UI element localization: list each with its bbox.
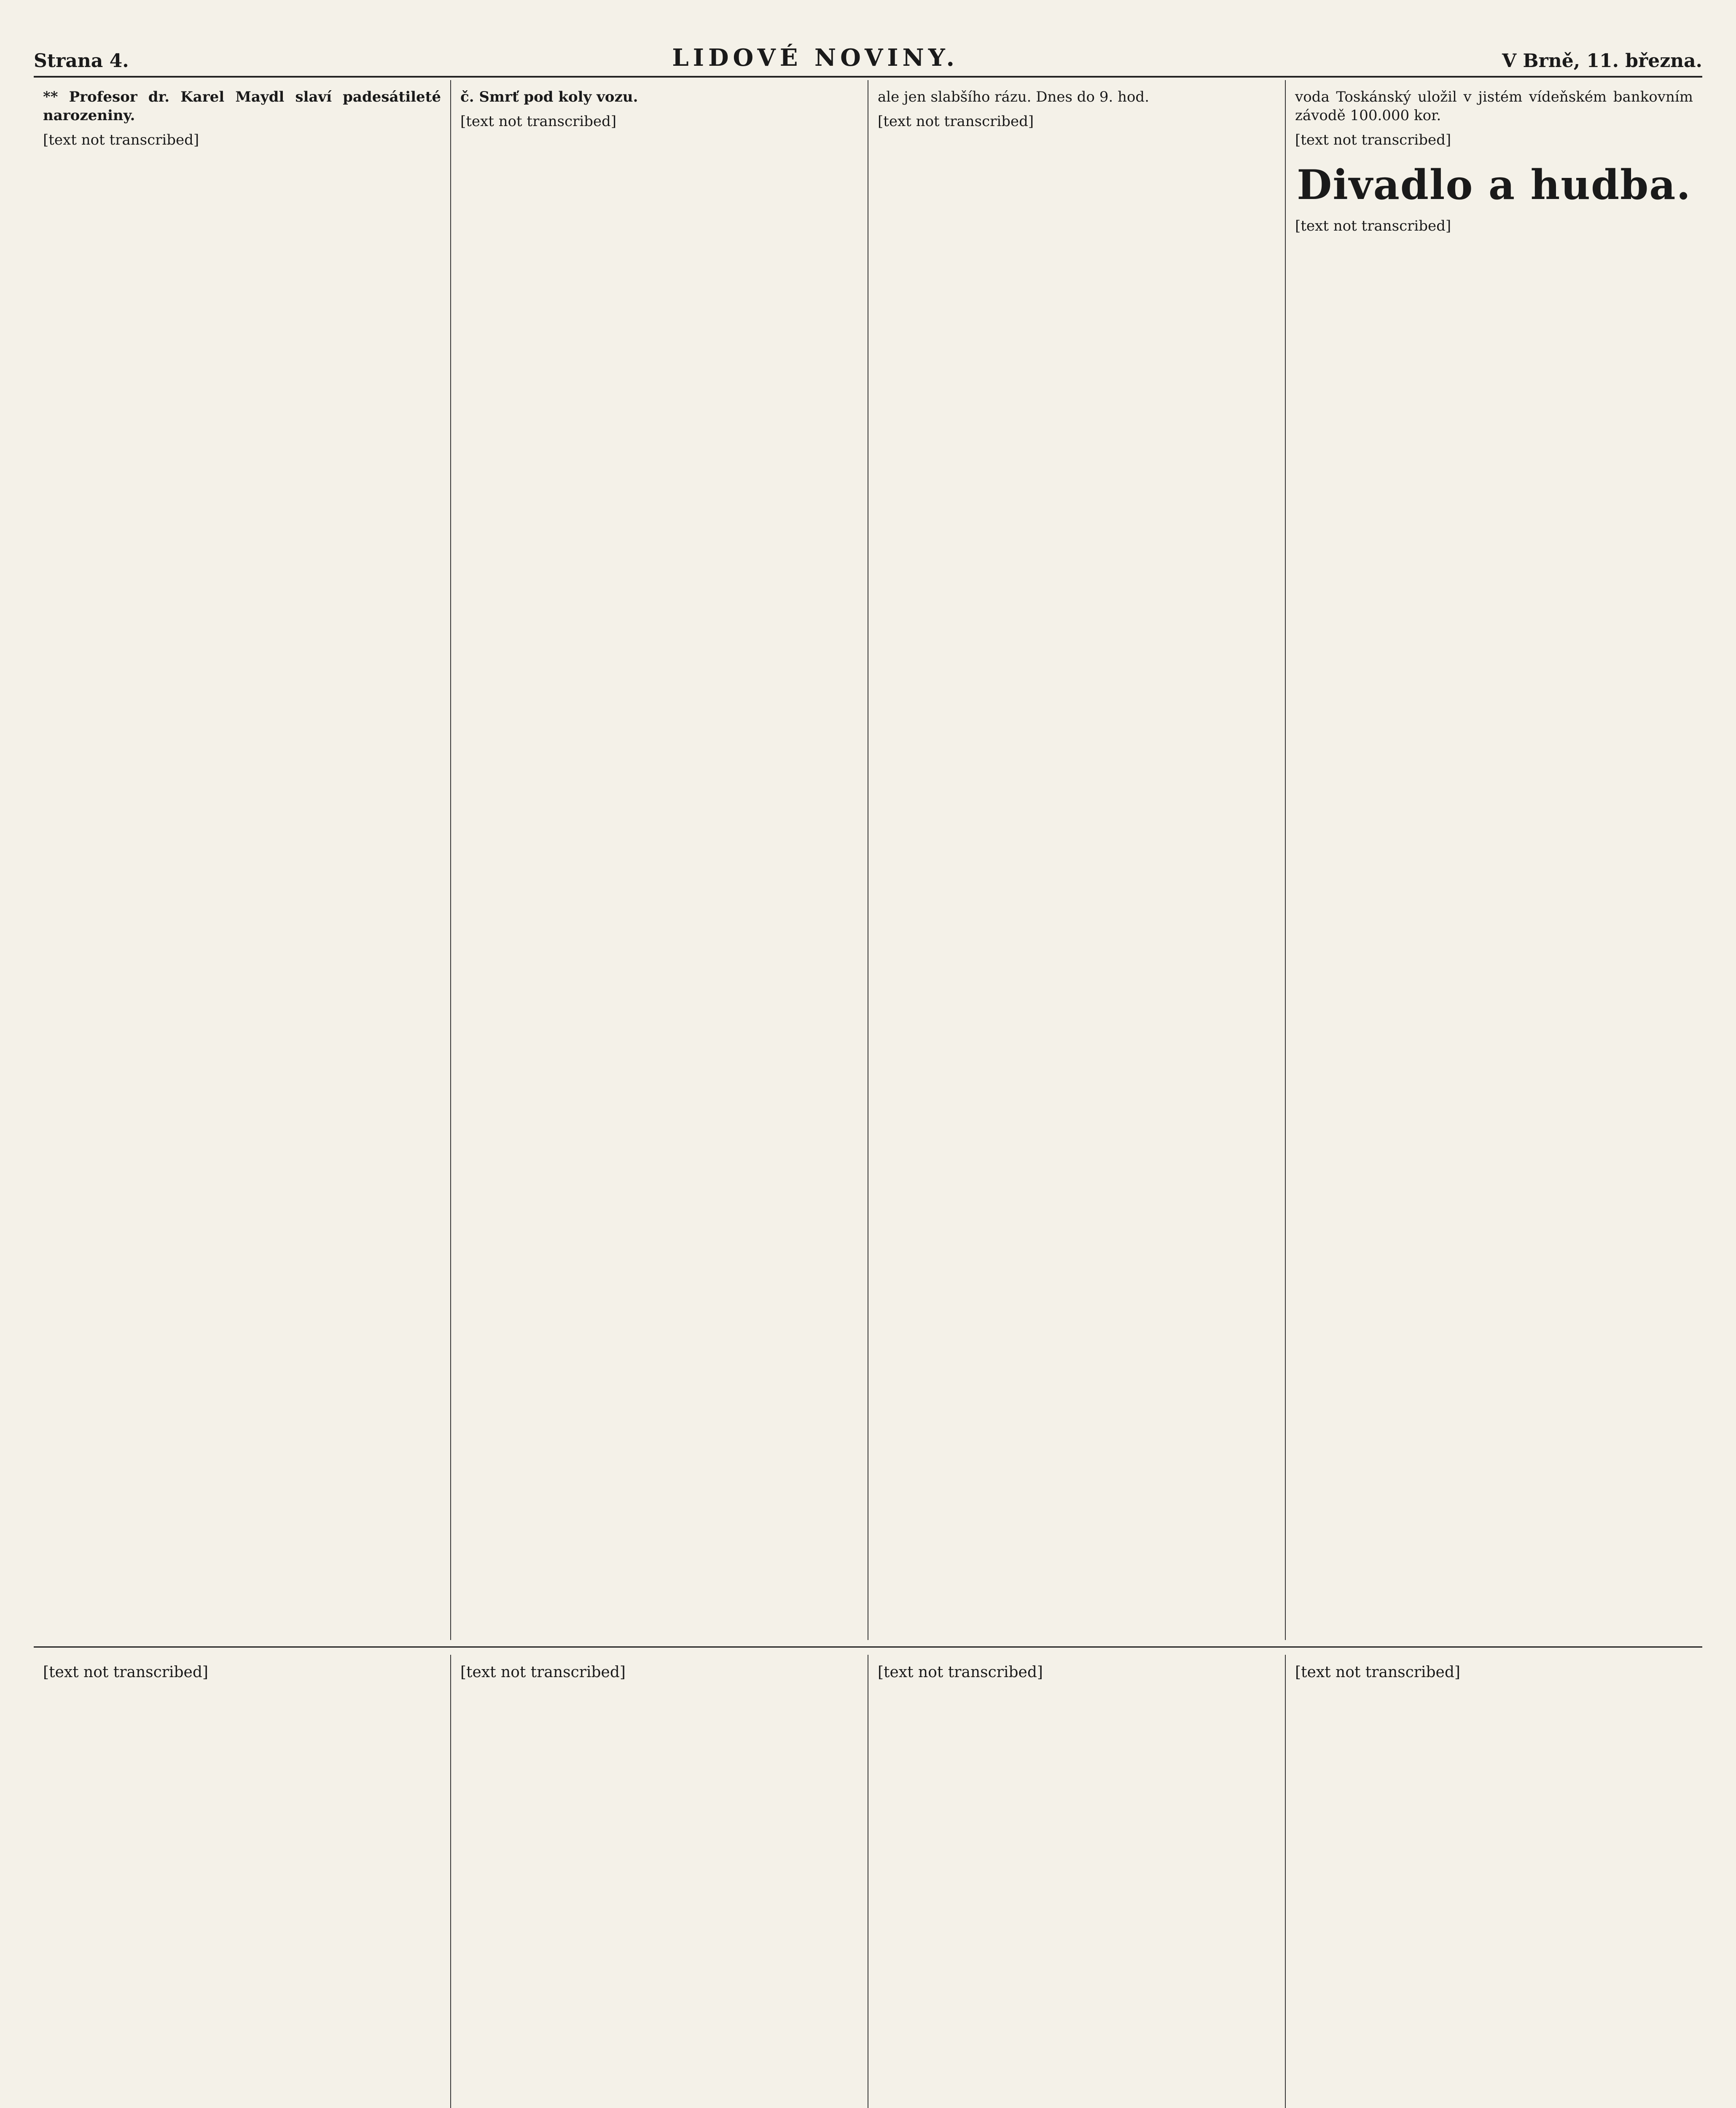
feuilleton-column-4 bbox=[1286, 1655, 1702, 2108]
feuilleton-column-1 bbox=[34, 1655, 451, 2108]
feuilleton-column-3 bbox=[868, 1655, 1286, 2108]
dateline: V Brně, 11. března. bbox=[1502, 50, 1702, 72]
article-maydl-title: ** Profesor dr. Karel Maydl slaví padesátileté narozeniny. bbox=[43, 89, 441, 124]
article-smrt-pod-koly-title: č. Smrť pod koly vozu. bbox=[460, 89, 638, 105]
column-2-text: [text not transcribed] bbox=[460, 113, 617, 130]
feuilleton-column-3-text: [text not transcribed] bbox=[878, 1664, 1043, 1681]
feuilleton-column-1-text: [text not transcribed] bbox=[43, 1664, 208, 1681]
column-1 bbox=[34, 80, 451, 1640]
feuilleton-divider bbox=[34, 1646, 1702, 1648]
column-2 bbox=[451, 80, 868, 1640]
page-number: Strana 4. bbox=[34, 50, 129, 72]
column-3 bbox=[868, 80, 1286, 1640]
feuilleton-column-2 bbox=[451, 1655, 868, 2108]
column-4-text: [text not transcribed] bbox=[1295, 132, 1451, 148]
column-4 bbox=[1286, 80, 1702, 1640]
column-4-divadlo-text: [text not transcribed] bbox=[1295, 218, 1451, 234]
column-3-lead: ale jen slabšího rázu. Dnes do 9. hod. bbox=[878, 89, 1150, 105]
section-heading-divadlo: Divadlo a hudba. bbox=[1297, 161, 1691, 209]
masthead: LIDOVÉ NOVINY. bbox=[672, 44, 959, 72]
column-4-lead: voda Toskánský uložil v jistém vídeňském bankovním závodě 100.000 kor. bbox=[1295, 89, 1693, 124]
page-header bbox=[34, 25, 1702, 78]
column-3-text: [text not transcribed] bbox=[878, 113, 1034, 130]
feuilleton-column-2-text: [text not transcribed] bbox=[460, 1664, 626, 1681]
feuilleton-column-4-text: [text not transcribed] bbox=[1295, 1664, 1460, 1681]
column-1-text: [text not transcribed] bbox=[43, 132, 199, 148]
